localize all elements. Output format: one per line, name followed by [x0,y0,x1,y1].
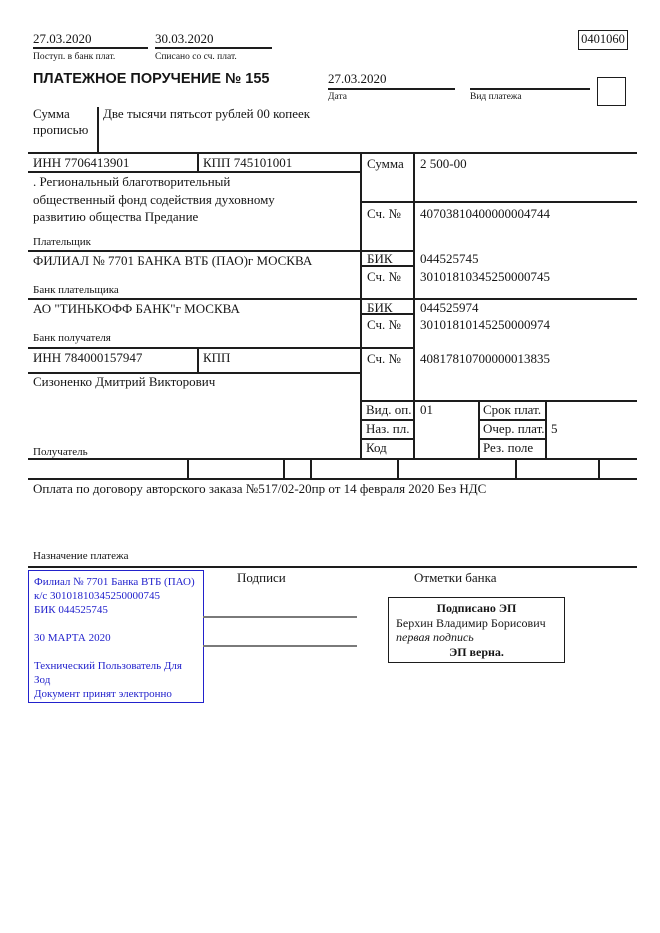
vid-op-label: Вид. оп. [366,402,412,417]
ocher-plat-value: 5 [551,421,558,436]
received-in-bank-date: 27.03.2020 [33,31,92,46]
payment-type-label: Вид платежа [470,92,522,102]
payer-name-line: развитию общества Предание [33,209,199,224]
payer-bank-bik: 044525745 [420,251,479,266]
bank-stamp [28,570,204,703]
document-date: 27.03.2020 [328,71,387,86]
payment-purpose-label: Назначение платежа [33,550,129,562]
written-off-date: 30.03.2020 [155,31,214,46]
vid-op-value: 01 [420,402,433,417]
stamp-user-line: Зод [34,674,51,686]
payment-type-checkbox [597,77,626,106]
date-underline [328,88,455,90]
table-line [28,347,413,349]
table-line [478,400,480,458]
table-line [360,201,637,203]
document-title: ПЛАТЕЖНОЕ ПОРУЧЕНИЕ № 155 [33,71,270,87]
receiver-bank-bik: 044525974 [420,300,479,315]
esign-subtitle: первая подпись [396,630,474,644]
esign-signer-name: Берхин Владимир Борисович [396,615,546,630]
table-line [28,478,637,480]
signatures-label: Подписи [237,570,286,585]
receiver-bank-name: АО "ТИНЬКОФФ БАНК"г МОСКВА [33,301,240,316]
payer-bank-name: ФИЛИАЛ № 7701 БАНКА ВТБ (ПАО)г МОСКВА [33,253,313,268]
receiver-acc-label: Сч. № [367,351,401,366]
kod-label: Код [366,440,387,455]
amount-value: 2 500-00 [420,156,467,171]
stamp-accepted-line: Документ принят электронно [34,688,172,700]
table-line [598,458,600,478]
table-line [360,152,362,459]
receiver-kpp-label: КПП [203,350,231,365]
receiver-account: 40817810700000013835 [420,351,550,366]
signature-line [203,645,357,647]
stamp-user-line: Технический Пользователь Для [34,660,182,672]
amount-words-text: Две тысячи пятьсот рублей 00 копеек [103,106,311,121]
receiver-bank-account: 30101810145250000974 [420,317,550,332]
table-line [283,458,285,478]
srok-plat-label: Срок плат. [483,402,542,417]
receiver-inn: ИНН 784000157947 [33,350,143,365]
table-line [197,347,199,372]
payer-kpp: КПП 745101001 [203,155,293,170]
payment-type-underline [470,88,590,90]
table-line [310,458,312,478]
amount-label: Сумма [367,156,404,171]
payer-name-line: общественный фонд содействия духовному [33,191,275,207]
written-off-date-underline [155,47,272,49]
receiver-name: Сизоненко Дмитрий Викторович [33,374,216,389]
payer-name-line: . Региональный благотворительный [33,174,231,189]
stamp-bik: БИК 044525745 [34,604,108,616]
table-line [515,458,517,478]
table-line [197,152,199,171]
payer-account-value: 40703810400000004744 [420,206,550,221]
payer-bank-bik-label: БИК [367,251,393,266]
stamp-corr-account: к/с 30101810345250000745 [34,590,161,602]
payer-inn: ИНН 7706413901 [33,155,130,170]
receiver-bank-bik-label: БИК [367,300,393,315]
signature-line [203,616,357,618]
payer-bank-account: 30101810345250000745 [420,269,550,284]
stamp-bank-name: Филиал № 7701 Банка ВТБ (ПАО) [34,576,195,588]
table-line [28,152,637,154]
payer-section-label: Плательщик [33,236,91,248]
written-off-label: Списано со сч. плат. [155,52,237,62]
date-label: Дата [328,92,347,102]
receiver-section-label: Получатель [33,446,88,458]
table-line [397,458,399,478]
esign-title: Подписано ЭП [436,601,517,615]
amount-words-label-2: прописью [33,122,89,137]
received-date-underline [33,47,148,49]
table-line [28,250,413,252]
stamp-date: 30 МАРТА 2020 [34,632,111,644]
purpose-underline [28,566,637,568]
payer-account-label: Сч. № [367,206,401,221]
naz-pl-label: Наз. пл. [366,421,410,436]
receiver-bank-acc-label: Сч. № [367,317,401,332]
received-in-bank-label: Поступ. в банк плат. [33,52,116,62]
form-code-box [578,30,628,50]
payer-name [33,173,275,226]
table-line [413,152,415,459]
rez-pole-label: Рез. поле [483,440,534,455]
esign-verdict: ЭП верна. [449,644,504,659]
amount-words-label-1: Сумма [33,106,70,121]
amount-words-divider [97,107,99,152]
ocher-plat-label: Очер. плат. [483,421,545,436]
payment-purpose-text: Оплата по договору авторского заказа №517/02-20пр от 14 февраля 2020 Без НДС [33,481,487,496]
esign-box [388,597,565,663]
bank-marks-label: Отметки банка [414,570,497,585]
payer-bank-section-label: Банк плательщика [33,284,119,296]
form-code: 0401060 [581,32,625,46]
receiver-bank-section-label: Банк получателя [33,332,111,344]
payer-bank-acc-label: Сч. № [367,269,401,284]
table-line [28,298,637,300]
table-line [545,400,547,458]
table-line [187,458,189,478]
table-line [28,458,637,460]
